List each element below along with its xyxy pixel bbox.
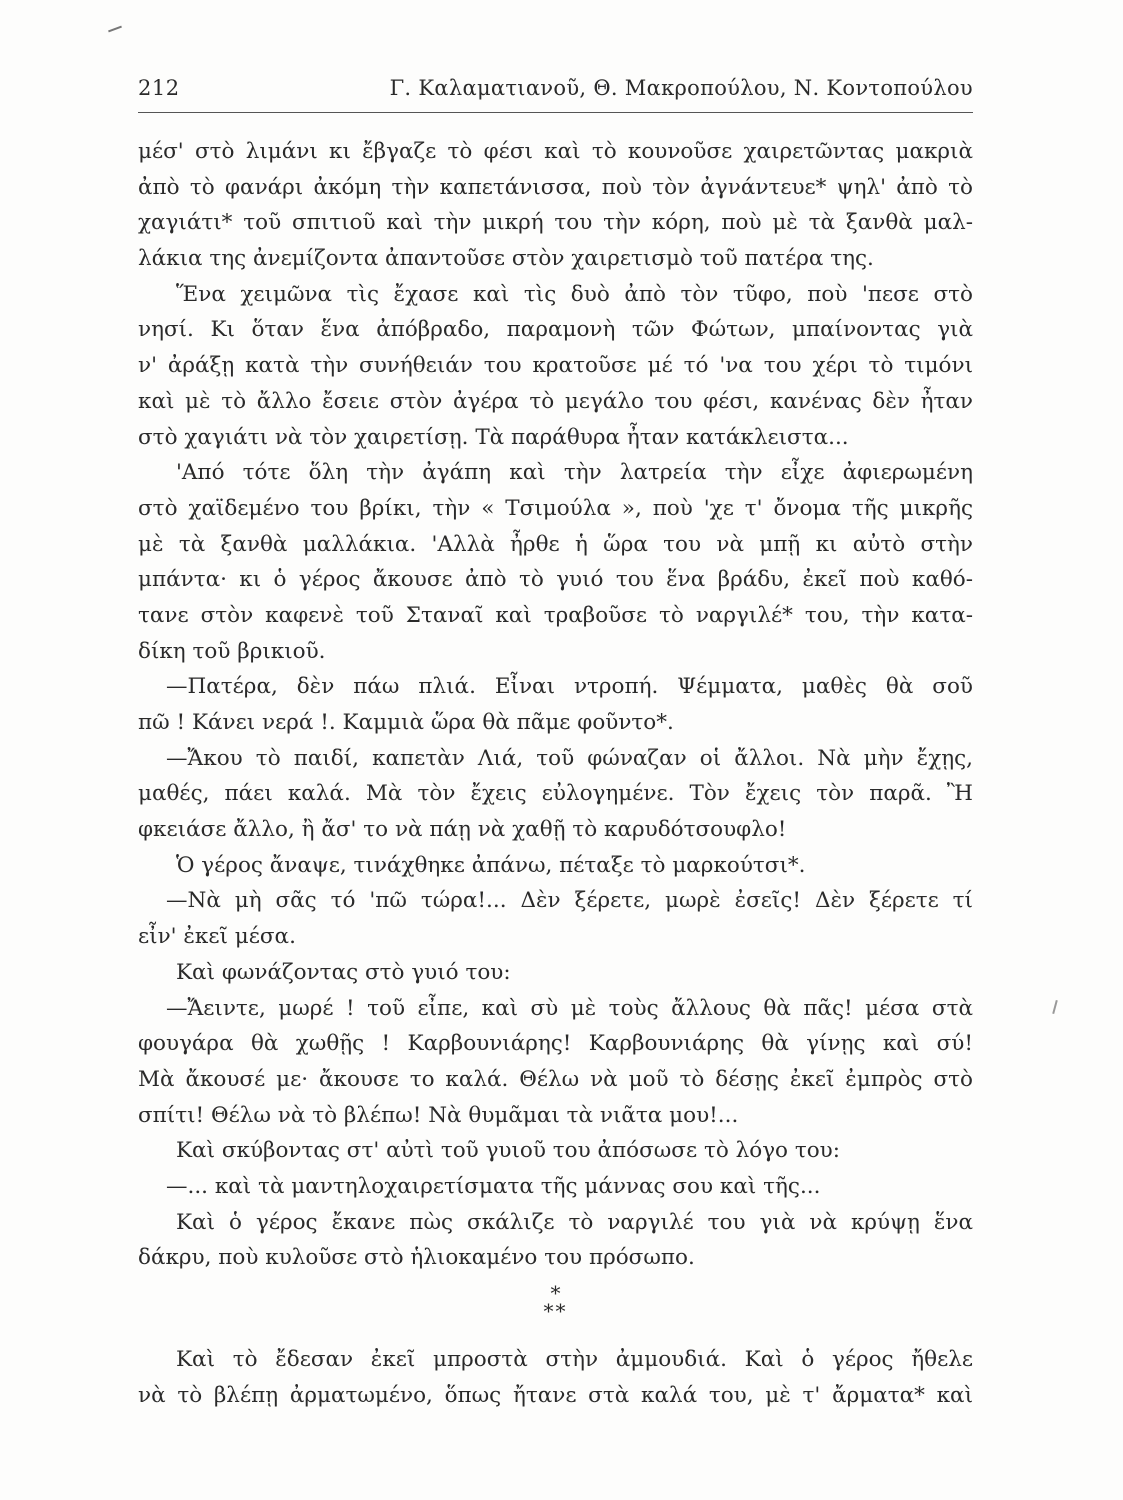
text-line: τανε στὸν καφενὲ τοῦ Σταναῖ καὶ τραβοῦσε τὸ ναργιλέ* του, τὴν κατα-	[138, 602, 973, 628]
text-line: νησί. Κι ὅταν ἕνα ἀπόβραδο, παραμονὴ τῶν Φώτων, μπαίνοντας γιὰ	[138, 317, 973, 343]
asterism-top: *	[550, 1281, 561, 1305]
text-line: στὸ χαγιάτι νὰ τὸν χαιρετίσῃ. Τὰ παράθυρα ἦταν κατάκλειστα...	[138, 424, 849, 450]
text-line: φκειάσε ἄλλο, ἢ ἄσ' το νὰ πάῃ νὰ χαθῇ τὸ καρυδότσουφλο!	[138, 817, 787, 843]
text-line: πῶ ! Κάνει νερά !. Καμμιὰ ὥρα θὰ πᾶμε φοῦντο*.	[138, 710, 674, 735]
text-line: λάκια της ἀνεμίζοντα ἀπαντοῦσε στὸν χαιρετισμὸ τοῦ πατέρα της.	[138, 246, 874, 272]
text-line: καὶ μὲ τὸ ἄλλο ἔσειε στὸν ἀγέρα τὸ μεγάλο του φέσι, κανένας δὲν ἦταν	[138, 388, 973, 414]
text-line: νὰ τὸ βλέπῃ ἀρματωμένο, ὅπως ἤτανε στὰ καλά του, μὲ τ' ἄρματα* καὶ	[138, 1382, 973, 1408]
body-text	[138, 134, 973, 1413]
text-line: μὲ τὰ ξανθὰ μαλλάκια. 'Αλλὰ ἦρθε ἡ ὥρα του νὰ μπῇ κι αὐτὸ στὴν	[138, 531, 973, 557]
text-line: Ὁ γέρος ἄναψε, τινάχθηκε ἀπάνω, πέταξε τὸ μαρκούτσι*.	[176, 852, 806, 878]
text-line: Καὶ φωνάζοντας στὸ γυιό του:	[176, 959, 511, 985]
text-line: ν' ἀράξῃ κατὰ τὴν συνήθειάν του κρατοῦσε μέ τό 'να του χέρι τὸ τιμόνι	[138, 353, 973, 379]
scan-speck	[1052, 1000, 1058, 1014]
text-line: 'Από τότε ὅλη τὴν ἀγάπη καὶ τὴν λατρεία τὴν εἶχε ἀφιερωμένη	[176, 460, 973, 486]
text-line: δάκρυ, ποὺ κυλοῦσε στὸ ἡλιοκαμένο του πρόσωπο.	[138, 1245, 695, 1271]
text-line: Καὶ ὁ γέρος ἔκανε πὼς σκάλιζε τὸ ναργιλέ του γιὰ νὰ κρύψῃ ἕνα	[176, 1209, 973, 1235]
text-line: χαγιάτι* τοῦ σπιτιοῦ καὶ τὴν μικρή του τὴν κόρη, ποὺ μὲ τὰ ξανθὰ μαλ-	[138, 210, 973, 236]
text-line: —Ἄειντε, μωρέ ! τοῦ εἶπε, καὶ σὺ μὲ τοὺς ἄλλους θὰ πᾶς! μέσα στὰ	[166, 995, 973, 1021]
text-line: —Ἄκου τὸ παιδί, καπετὰν Λιά, τοῦ φώναζαν οἱ ἄλλοι. Νὰ μὴν ἔχῃς,	[166, 745, 973, 771]
page-number: 212	[138, 76, 180, 100]
text-line: εἶν' ἐκεῖ μέσα.	[138, 924, 296, 950]
text-line: ἀπὸ τὸ φανάρι ἀκόμη τὴν καπετάνισσα, ποὺ τὸν ἀγνάντευε* ψηλ' ἀπὸ τὸ	[138, 174, 973, 200]
text-line: φουγάρα θὰ χωθῇς ! Καρβουνιάρης! Καρβουνιάρης θὰ γίνῃς καὶ σύ!	[138, 1031, 973, 1057]
text-line: —... καὶ τὰ μαντηλοχαιρετίσματα τῆς μάννας σου καὶ τῆς...	[166, 1173, 821, 1199]
running-head: Γ. Καλαματιανοῦ, Θ. Μακροπούλου, Ν. Κοντοπούλου	[389, 76, 973, 100]
text-line: σπίτι! Θέλω νὰ τὸ βλέπω! Νὰ θυμᾶμαι τὰ νιᾶτα μου!...	[138, 1102, 739, 1128]
text-line: —Πατέρα, δὲν πάω πλιά. Εἶναι ντροπή. Ψέμματα, μαθὲς θὰ σοῦ	[166, 674, 973, 700]
text-line: Μὰ ἄκουσέ με· ἄκουσε το καλά. Θέλω νὰ μοῦ τὸ δέσῃς ἐκεῖ ἐμπρὸς στὸ	[138, 1066, 973, 1092]
text-line: Καὶ σκύβοντας στ' αὐτὶ τοῦ γυιοῦ του ἀπόσωσε τὸ λόγο του:	[176, 1138, 840, 1164]
page-header	[138, 72, 973, 113]
text-line: μπάντα· κι ὁ γέρος ἄκουσε ἀπὸ τὸ γυιό του ἕνα βράδυ, ἐκεῖ ποὺ καθό-	[138, 567, 973, 593]
section-separator	[138, 1276, 973, 1342]
text-line: Καὶ τὸ ἔδεσαν ἐκεῖ μπροστὰ στὴν ἀμμουδιά. Καὶ ὁ γέρος ἤθελε	[176, 1347, 973, 1372]
text-line: μέσ' στὸ λιμάνι κι ἔβγαζε τὸ φέσι καὶ τὸ κουνοῦσε χαιρετῶντας μακριὰ	[138, 139, 973, 164]
text-line: στὸ χαϊδεμένο του βρίκι, τὴν « Τσιμούλα », ποὺ 'χε τ' ὄνομα τῆς μικρῆς	[138, 495, 973, 521]
text-line: —Νὰ μὴ σᾶς τό 'πῶ τώρα!... Δὲν ξέρετε, μωρὲ ἐσεῖς! Δὲν ξέρετε τί	[166, 888, 973, 914]
text-line: Ἕνα χειμῶνα τὶς ἔχασε καὶ τὶς δυὸ ἀπὸ τὸν τῦφο, ποὺ 'πεσε στὸ	[176, 281, 973, 307]
scan-speck	[108, 26, 122, 33]
text-line: μαθές, πάει καλά. Μὰ τὸν ἔχεις εὐλογημένε. Τὸν ἔχεις τὸν παρᾶ. Ἢ	[138, 781, 973, 807]
asterism-bottom: **	[543, 1299, 568, 1323]
text-line: δίκη τοῦ βρικιοῦ.	[138, 638, 326, 664]
